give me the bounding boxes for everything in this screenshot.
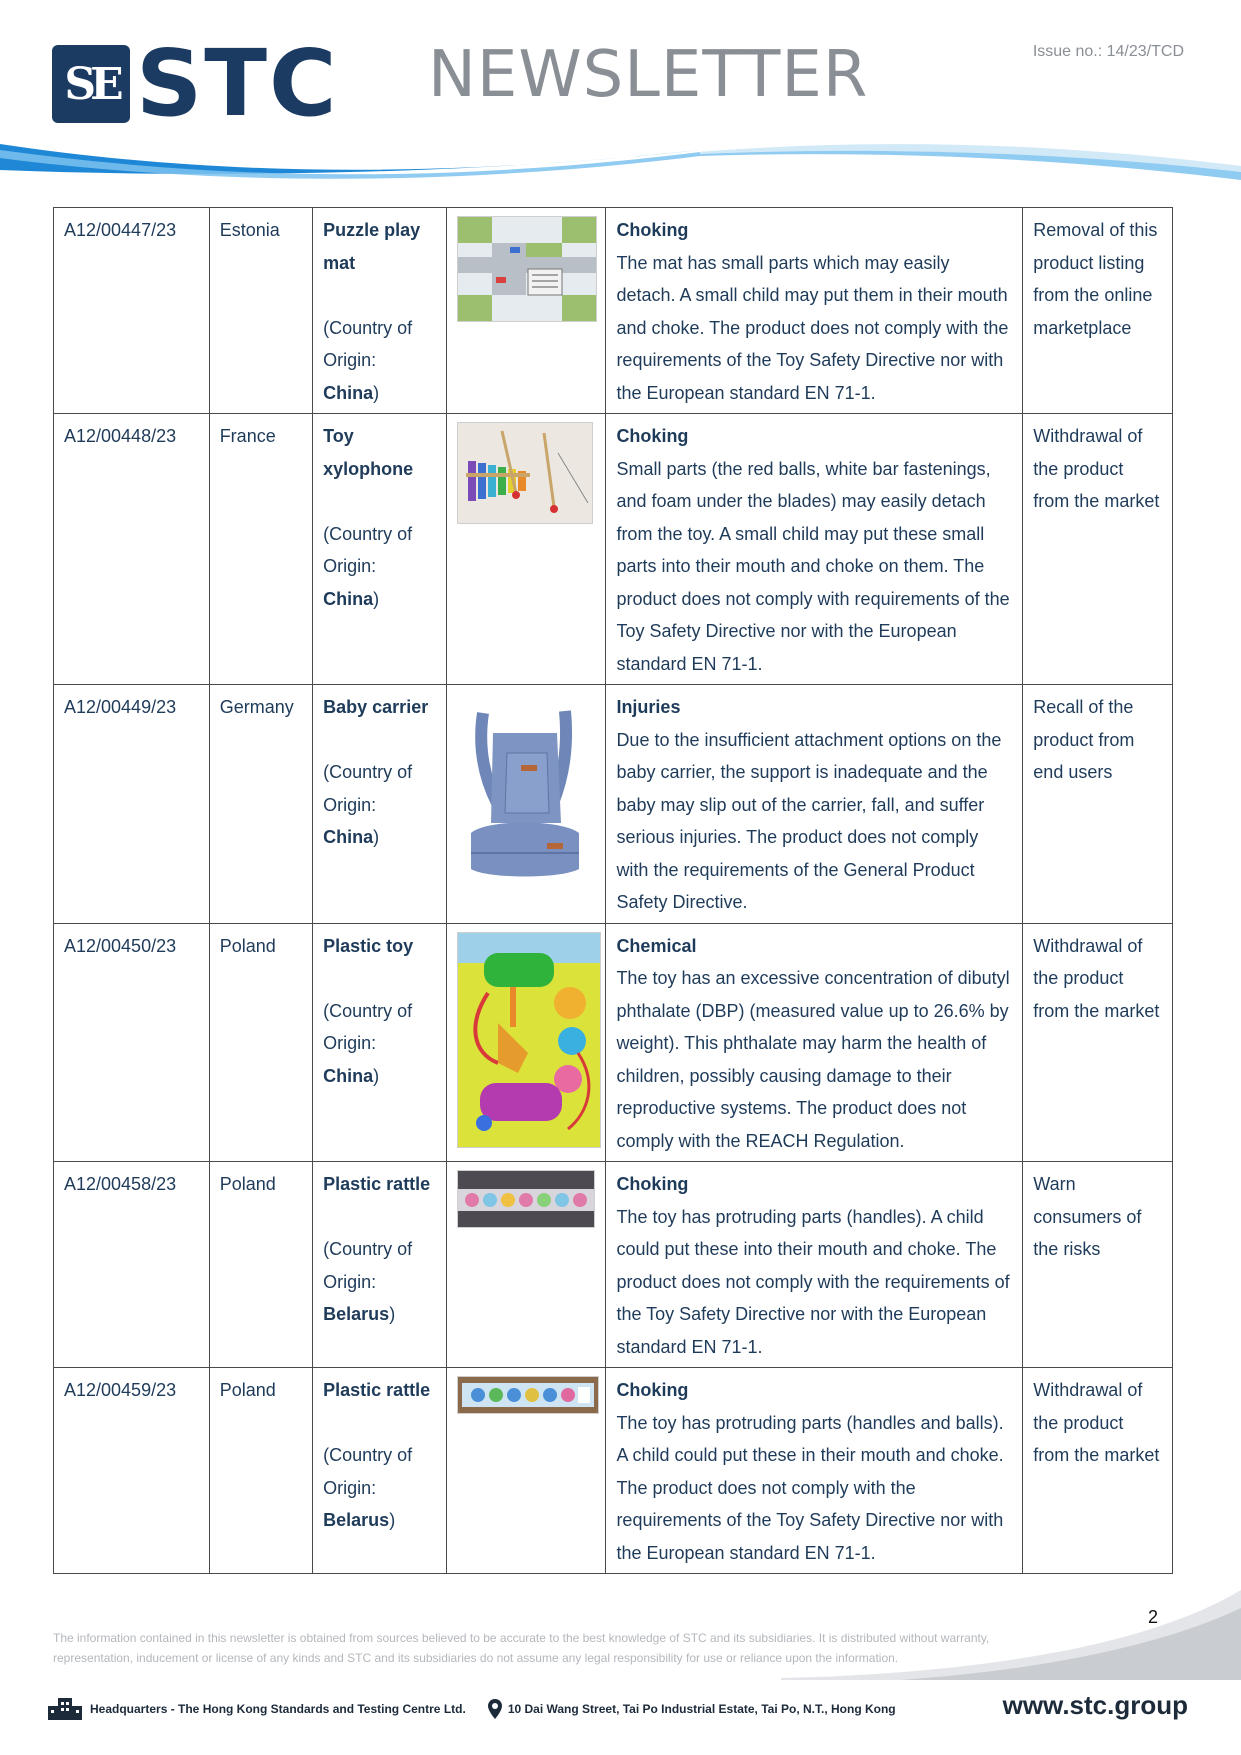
- origin-country: China: [323, 382, 374, 403]
- measures-cell: Withdrawal of the product from the market: [1023, 1368, 1173, 1574]
- origin-label: (Country of Origin:: [323, 317, 413, 370]
- product-image-cell: [446, 685, 606, 924]
- origin-country: China: [323, 1065, 374, 1086]
- measures-cell: Withdrawal of the product from the market: [1023, 923, 1173, 1162]
- product-name: Toy xylophone: [323, 426, 414, 479]
- country-of-origin: [323, 518, 436, 616]
- product-image-cell: [446, 414, 606, 685]
- country-of-origin: [323, 312, 436, 410]
- risk-type: Chemical: [616, 935, 697, 956]
- origin-country: China: [323, 588, 374, 609]
- origin-label: (Country of Origin:: [323, 523, 413, 576]
- product-cell: [313, 1368, 447, 1574]
- origin-close: ): [373, 1065, 380, 1086]
- baby-carrier-photo-icon: [457, 693, 591, 883]
- reference-cell: A12/00459/23: [54, 1368, 210, 1574]
- product-cell: [313, 923, 447, 1162]
- table-row: [54, 208, 1173, 414]
- country-of-origin: [323, 1439, 436, 1537]
- reference-cell: A12/00458/23: [54, 1162, 210, 1368]
- plastic-toy-photo-icon: [457, 932, 601, 1148]
- reference-cell: A12/00449/23: [54, 685, 210, 924]
- risk-type: Choking: [616, 426, 689, 446]
- notifying-country-cell: Poland: [209, 1368, 312, 1574]
- table-row: [54, 1162, 1173, 1368]
- risk-cell: [606, 923, 1023, 1162]
- website-link[interactable]: www.stc.group: [1002, 1690, 1188, 1720]
- risk-cell: [606, 208, 1023, 414]
- issue-number: Issue no.: 14/23/TCD: [1032, 43, 1184, 60]
- risk-description: Due to the insufficient attachment options on the baby carrier, the support is inadequate and the baby may slip out of the carrier, fall, and suffer serious injuries. The product does not comply with the requirements of the General Product Safety Directive.: [616, 729, 1002, 912]
- measures-cell: Withdrawal of the product from the market: [1023, 414, 1173, 685]
- origin-close: ): [373, 827, 380, 847]
- table-row: [54, 414, 1173, 685]
- address-text: 10 Dai Wang Street, Tai Po Industrial Estate, Tai Po, N.T., Hong Kong: [507, 1702, 896, 1716]
- notifying-country-cell: Estonia: [209, 208, 312, 414]
- measures-cell: Recall of the product from end users: [1023, 685, 1173, 924]
- origin-country: China: [323, 827, 374, 847]
- risk-type: Choking: [616, 220, 689, 240]
- risk-type: Injuries: [616, 697, 681, 717]
- logo-wordmark: STC: [136, 30, 339, 137]
- notifying-country-cell: Germany: [209, 685, 312, 924]
- product-name: Plastic rattle: [323, 1380, 431, 1400]
- page-number: 2: [1148, 1607, 1159, 1627]
- origin-country: Belarus: [323, 1510, 390, 1530]
- product-cell: [313, 414, 447, 685]
- table-row: [54, 685, 1173, 924]
- origin-label: (Country of Origin:: [323, 762, 413, 815]
- product-cell: [313, 1162, 447, 1368]
- risk-description: The toy has protruding parts (handles and balls). A child could put these in their mouth and choke. The product does not comply with the requirements of the Toy Safety Directive nor with the European standard EN 71-1.: [616, 1412, 1004, 1563]
- risk-description: The toy has an excessive concentration of dibutyl phthalate (DBP) (measured value up to 26.6% by weight). This phthalate may harm the health of children, possibly causing damage to their reproductive systems. The product does not comply with the REACH Regulation.: [616, 968, 1010, 1151]
- puzzle-play-mat-photo-icon: [457, 216, 597, 322]
- origin-close: ): [373, 588, 380, 609]
- origin-close: ): [389, 1304, 396, 1324]
- reference-cell: A12/00450/23: [54, 923, 210, 1162]
- location-pin-icon: [488, 1699, 502, 1719]
- disclaimer: The information contained in this newsletter is obtained from sources believed to be accurate to the best knowledge of STC and its subsidiaries. It is distributed without warranty, representation, inducement or license of any kinds and STC and its subsidiaries do not assume any legal responsibility for use or reliance upon the information.: [53, 1631, 990, 1665]
- toy-xylophone-photo-icon: [457, 422, 593, 524]
- notifying-country-cell: France: [209, 414, 312, 685]
- product-name: Plastic toy: [323, 935, 414, 956]
- risk-cell: [606, 685, 1023, 924]
- stc-monogram-logo-icon: SE: [52, 45, 130, 123]
- country-of-origin: [323, 1233, 436, 1331]
- plastic-rattle-photo-icon: [457, 1170, 595, 1228]
- product-cell: [313, 208, 447, 414]
- reference-cell: A12/00448/23: [54, 414, 210, 685]
- country-of-origin: [323, 756, 436, 854]
- risk-type: Choking: [616, 1380, 689, 1400]
- reference-cell: A12/00447/23: [54, 208, 210, 414]
- newsletter-title: NEWSLETTER: [428, 38, 869, 112]
- risk-type: Choking: [616, 1174, 689, 1194]
- product-recall-table: [53, 207, 1173, 1574]
- origin-label: (Country of Origin:: [323, 1239, 413, 1292]
- origin-label: (Country of Origin:: [323, 1000, 413, 1053]
- product-image-cell: [446, 923, 606, 1162]
- plastic-rattle-set-photo-icon: [457, 1376, 599, 1414]
- table-row: [54, 923, 1173, 1162]
- table-row: [54, 1368, 1173, 1574]
- product-cell: [313, 685, 447, 924]
- headquarters-text: Headquarters - The Hong Kong Standards and Testing Centre Ltd.: [90, 1702, 466, 1716]
- origin-close: ): [389, 1510, 396, 1530]
- product-name: Baby carrier: [323, 697, 429, 717]
- risk-cell: [606, 414, 1023, 685]
- risk-cell: [606, 1162, 1023, 1368]
- header-swoosh-decoration: [0, 140, 1241, 200]
- building-icon: [48, 1698, 82, 1720]
- origin-country: Belarus: [323, 1304, 390, 1324]
- country-of-origin: [323, 995, 436, 1093]
- measures-cell: Warn consumers of the risks: [1023, 1162, 1173, 1368]
- notifying-country-cell: Poland: [209, 1162, 312, 1368]
- notifying-country-cell: Poland: [209, 923, 312, 1162]
- origin-label: (Country of Origin:: [323, 1445, 413, 1498]
- measures-cell: Removal of this product listing from the online marketplace: [1023, 208, 1173, 414]
- product-name: Plastic rattle: [323, 1174, 431, 1194]
- risk-description: The toy has protruding parts (handles). A child could put these into their mouth and choke. The product does not comply with the requirements of the Toy Safety Directive nor with the European standard EN 71-1.: [616, 1206, 1010, 1357]
- origin-close: ): [373, 382, 380, 403]
- risk-cell: [606, 1368, 1023, 1574]
- product-image-cell: [446, 1368, 606, 1574]
- product-name: Puzzle play mat: [323, 220, 421, 273]
- risk-description: The mat has small parts which may easily detach. A small child may put them in their mouth and choke. The product does not comply with the requirements of the Toy Safety Directive nor with the European standard EN 71-1.: [616, 252, 1009, 403]
- product-image-cell: [446, 1162, 606, 1368]
- risk-description: Small parts (the red balls, white bar fastenings, and foam under the blades) may easily detach from the toy. A small child may put these small parts into their mouth and choke on them. The product does not comply with requirements of the Toy Safety Directive nor with the European standard EN 71-1.: [616, 458, 1010, 674]
- product-image-cell: [446, 208, 606, 414]
- stc-logo: [52, 30, 339, 137]
